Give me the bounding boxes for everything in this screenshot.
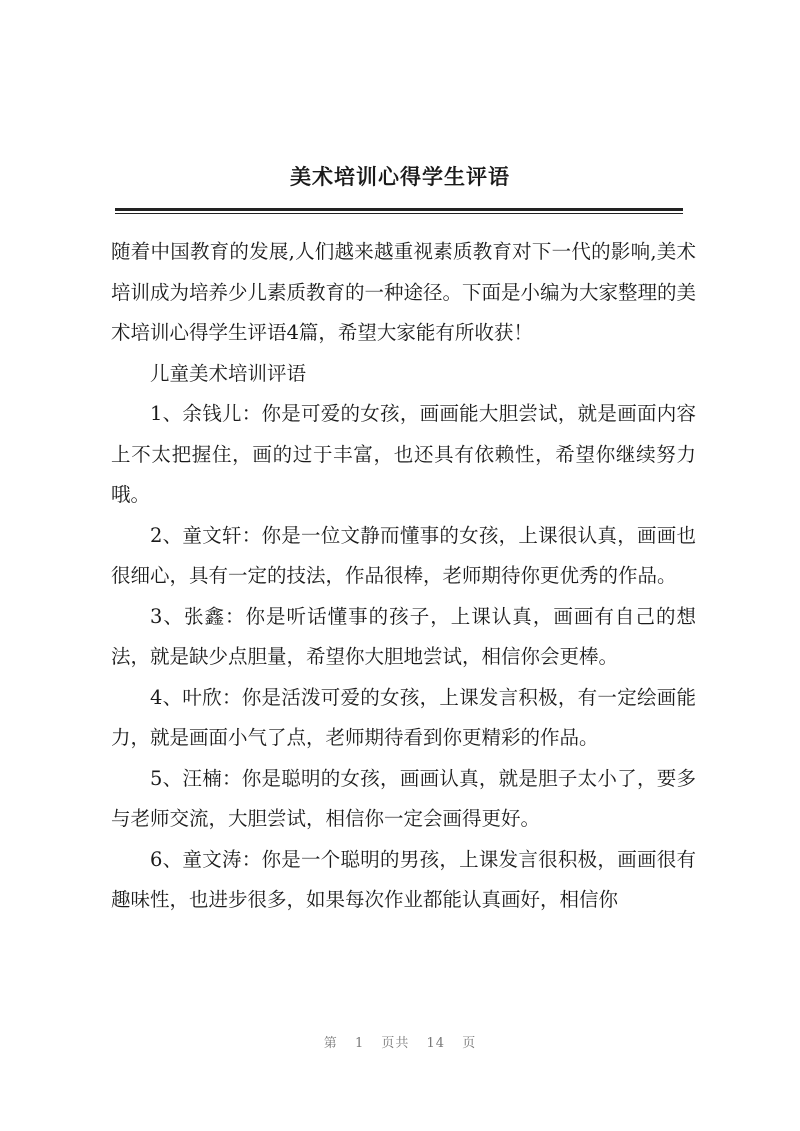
- footer-total-pages: 14: [426, 1036, 446, 1051]
- comment-paragraph: 6、童文涛：你是一个聪明的男孩，上课发言很积极，画画很有趣味性，也进步很多，如果每次作业都能认真画好，相信你: [111, 847, 696, 911]
- intro-paragraph: 随着中国教育的发展,人们越来越重视素质教育对下一代的影响,美术培训成为培养少儿素质教育的一种途径。下面是小编为大家整理的美术培训心得学生评语4篇，希望大家能有所收获！: [111, 240, 697, 344]
- comment-paragraph: 3、张鑫：你是听话懂事的孩子，上课认真，画画有自己的想法，就是缺少点胆量，希望你大胆地尝试，相信你会更棒。: [111, 604, 696, 668]
- comment-paragraph: 5、汪楠：你是聪明的女孩，画画认真，就是胆子太小了，要多与老师交流，大胆尝试，相信你一定会画得更好。: [111, 766, 696, 830]
- title-rule-thin: [115, 213, 683, 214]
- document-title: 美术培训心得学生评语: [290, 165, 510, 189]
- page-footer: [0, 1032, 800, 1051]
- section-heading: 儿童美术培训评语: [150, 361, 307, 385]
- title-rule-thick: [115, 208, 683, 211]
- comment-paragraph: 1、余钱儿：你是可爱的女孩，画画能大胆尝试，就是画面内容上不太把握住，画的过于丰富，也还具有依赖性，希望你继续努力哦。: [111, 402, 696, 506]
- comment-paragraph: 2、童文轩：你是一位文静而懂事的女孩，上课很认真，画画也很细心，具有一定的技法，作品很棒，老师期待你更优秀的作品。: [111, 523, 696, 587]
- footer-prefix: 第: [323, 1036, 338, 1051]
- comment-paragraph: 4、叶欣：你是活泼可爱的女孩，上课发言积极，有一定绘画能力，就是画面小气了点，老师期待看到你更精彩的作品。: [111, 685, 696, 749]
- footer-page-number: 1: [354, 1036, 365, 1051]
- document-body: [111, 232, 696, 921]
- footer-suffix: 页: [462, 1036, 477, 1051]
- footer-middle: 页共: [381, 1036, 410, 1051]
